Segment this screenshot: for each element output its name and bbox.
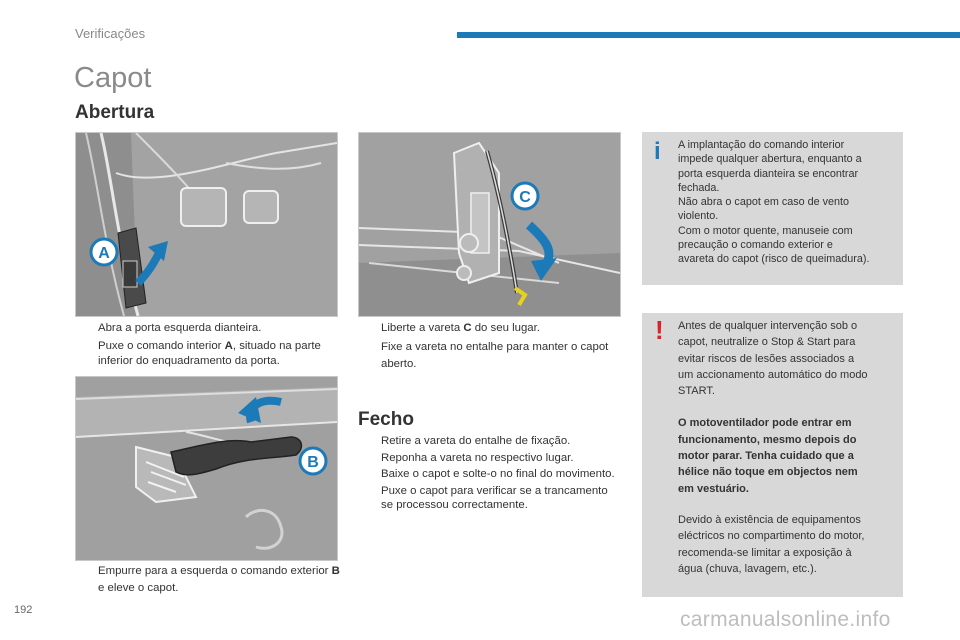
list-item: Empurre para a esquerda o comando exterior B e eleve o capot.: [98, 565, 340, 594]
list-item: Retire a vareta do entalhe de fixação.: [381, 435, 571, 447]
instructions-opening-exterior: [75, 563, 340, 599]
label-c: C: [519, 189, 531, 206]
page-title: Capot: [74, 62, 152, 94]
list-item: Abra a porta esquerda dianteira.: [98, 322, 262, 334]
warning-box: [642, 313, 903, 597]
info-icon: i: [654, 138, 661, 165]
label-b: B: [307, 454, 319, 471]
section-heading-fecho: Fecho: [358, 409, 414, 430]
warning-text: Antes de qualquer intervenção sob o capot, neutralize o Stop & Start para evitar riscos de lesões associados a um accionamento automático do modo START. O motoventilador pode entrar em funcionamento, mesmo depois do motor parar. Tenha cuidado que a hélice não toque em objectos nem em vestuário. Devido à existência de equipamentos eléctricos no compartimento do motor, recomenda-se limitar a exposição à água (chuva, lavagem, etc.).: [678, 320, 868, 575]
figure-prop-rod: [358, 132, 621, 317]
section-label: Verificações: [75, 26, 146, 41]
watermark: carmanualsonline.info: [680, 608, 891, 631]
list-item: Reponha a vareta no respectivo lugar.: [381, 451, 574, 464]
section-heading-abertura: Abertura: [75, 102, 155, 123]
figure-exterior-lever: [75, 376, 338, 561]
instructions-closing: [358, 434, 620, 515]
page-number: 192: [14, 604, 33, 616]
list-item: Baixe o capot e solte-o no final do movimento.: [381, 468, 615, 481]
figure-interior-lever: [75, 132, 338, 317]
list-item: Liberte a vareta C do seu lugar.: [381, 322, 540, 334]
list-item: Puxe o comando interior A, situado na parte inferior do enquadramento da porta.: [98, 339, 321, 367]
list-item: Fixe a vareta no entalhe para manter o capot aberto.: [381, 340, 609, 370]
label-a: A: [98, 245, 110, 262]
header-accent-bar: [457, 32, 960, 38]
instructions-prop-rod: [358, 321, 620, 375]
instructions-opening-left: [75, 321, 340, 372]
list-item: Puxe o capot para verificar se a trancamento se processou correctamente.: [381, 484, 608, 512]
warning-icon: !: [655, 315, 664, 345]
info-text: A implantação do comando interior impede qualquer abertura, enquanto a porta esquerda dianteira se encontrar fechada. Não abra o capot em caso de vento violento. Com o motor quente, manuseie com precaução o comando exterior e avareta do capot (risco de queimadura).: [678, 139, 870, 266]
info-box: [642, 132, 903, 285]
